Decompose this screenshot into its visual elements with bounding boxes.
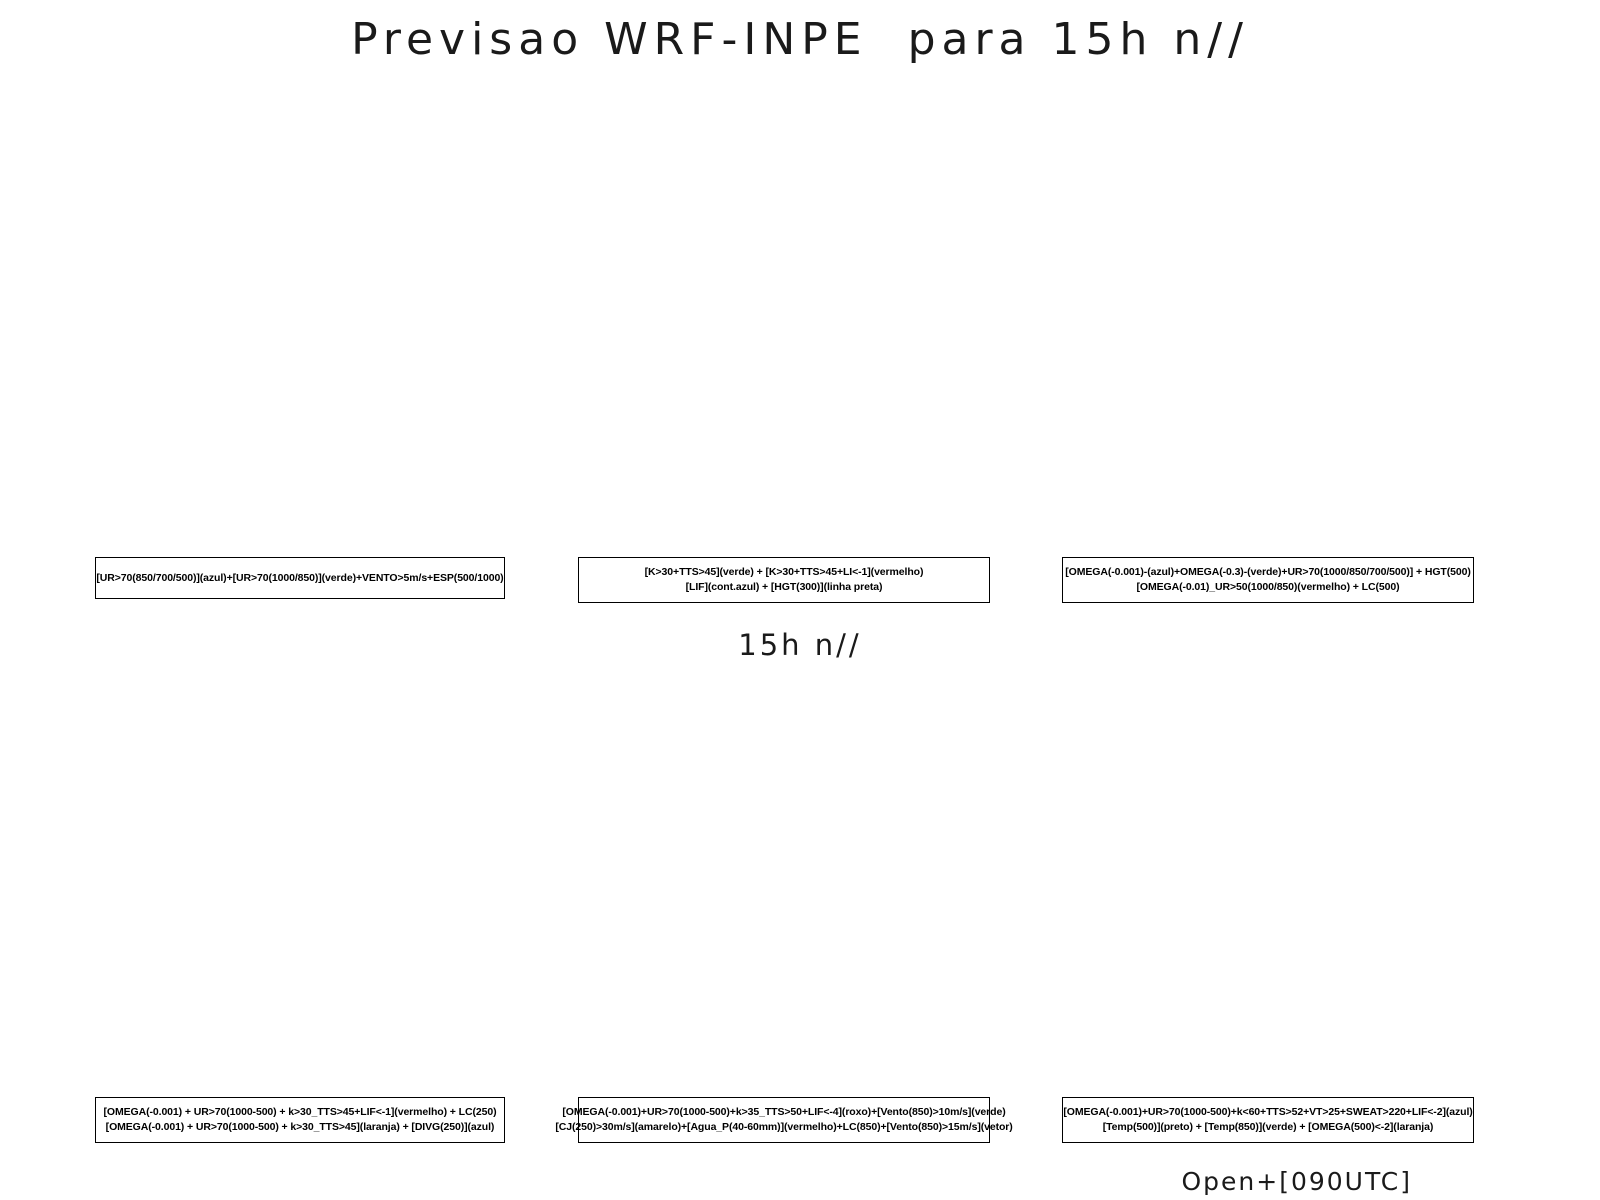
legend-line: [OMEGA(-0.001)+UR>70(1000-500)+k>35_TTS>50+LIF<-4](roxo)+[Vento(850)>10m/s](verde) [562, 1106, 1006, 1118]
legend-box-bottom-left [95, 1097, 505, 1143]
legend-line: [OMEGA(-0.001) + UR>70(1000-500) + k>30_TTS>45+LIF<-1](vermelho) + LC(250) [103, 1106, 497, 1118]
legend-box-bottom-right [1062, 1097, 1474, 1143]
legend-line: [OMEGA(-0.01)_UR>50(1000/850)(vermelho) + LC(500) [1136, 581, 1400, 593]
legend-box-bottom-center [555, 1097, 1013, 1143]
legend-line: [OMEGA(-0.001)-(azul)+OMEGA(-0.3)-(verde)+UR>70(1000/850/700/500)] + HGT(500) [1065, 566, 1471, 578]
legend-line: [UR>70(850/700/500)](azul)+[UR>70(1000/850)](verde)+VENTO>5m/s+ESP(500/1000) [96, 571, 504, 584]
page-title: Previsao WRF-INPE para 15h n// [351, 14, 1249, 65]
legend-line: [LIF](cont.azul) + [HGT(300)](linha preta) [685, 581, 883, 593]
legend-line: [OMEGA(-0.001) + UR>70(1000-500) + k>30_TTS>45](laranja) + [DIVG(250)](azul) [105, 1121, 495, 1133]
bottom-caption: Open+[090UTC] [1181, 1167, 1412, 1196]
legend-box-top-left [95, 557, 505, 599]
legend-line: [CJ(250)>30m/s](amarelo)+[Agua_P(40-60mm)](vermelho)+LC(850)+[Vento(850)>15m/s](vetor) [555, 1121, 1013, 1133]
legend-box-top-center [578, 557, 990, 603]
center-caption: 15h n// [738, 628, 862, 662]
legend-box-top-right [1062, 557, 1474, 603]
legend-line: [Temp(500)](preto) + [Temp(850)](verde) + [OMEGA(500)<-2](laranja) [1102, 1121, 1434, 1133]
legend-line: [K>30+TTS>45](verde) + [K>30+TTS>45+LI<-1](vermelho) [644, 566, 924, 578]
legend-line: [OMEGA(-0.001)+UR>70(1000-500)+k<60+TTS>52+VT>25+SWEAT>220+LIF<-2](azul) [1063, 1106, 1473, 1118]
